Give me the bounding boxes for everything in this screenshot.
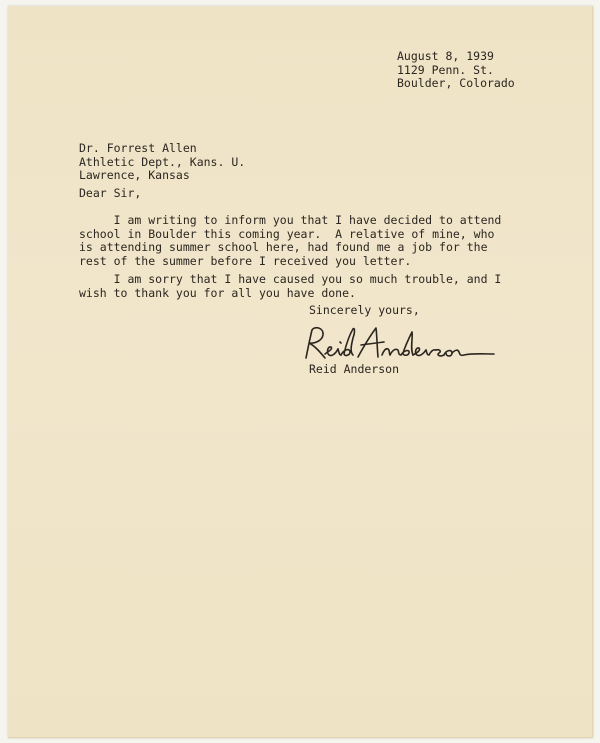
paragraph-1-line: school in Boulder this coming year. A relative of mine, who — [79, 226, 495, 241]
letter-date: August 8, 1939 — [397, 49, 494, 63]
inside-address — [79, 142, 245, 183]
recipient-city: Lawrence, Kansas — [79, 168, 190, 182]
salutation: Dear Sir, — [79, 186, 142, 200]
closing: Sincerely yours, — [309, 303, 420, 317]
letter-body — [8, 6, 592, 737]
typed-signer-name: Reid Anderson — [309, 362, 400, 376]
paragraph-1-line: rest of the summer before I received you letter. — [79, 253, 412, 268]
sender-city: Boulder, Colorado — [397, 76, 515, 90]
recipient-name: Dr. Forrest Allen — [79, 141, 197, 155]
paragraph-2-line: wish to thank you for all you have done. — [79, 285, 356, 300]
paragraph-2-line: I am sorry that I have caused you so much trouble, and I — [79, 272, 502, 286]
letter-sheet — [8, 6, 593, 738]
recipient-department: Athletic Dept., Kans. U. — [79, 154, 246, 169]
handwritten-signature — [298, 324, 498, 364]
paragraph-2 — [79, 273, 501, 300]
paragraph-1-line: is attending summer school here, had found me a job for the — [79, 240, 488, 254]
paragraph-1 — [79, 214, 501, 268]
sender-street: 1129 Penn. St. — [397, 62, 494, 77]
paragraph-1-line: I am writing to inform you that I have decided to attend — [79, 213, 502, 227]
return-address — [397, 50, 515, 91]
